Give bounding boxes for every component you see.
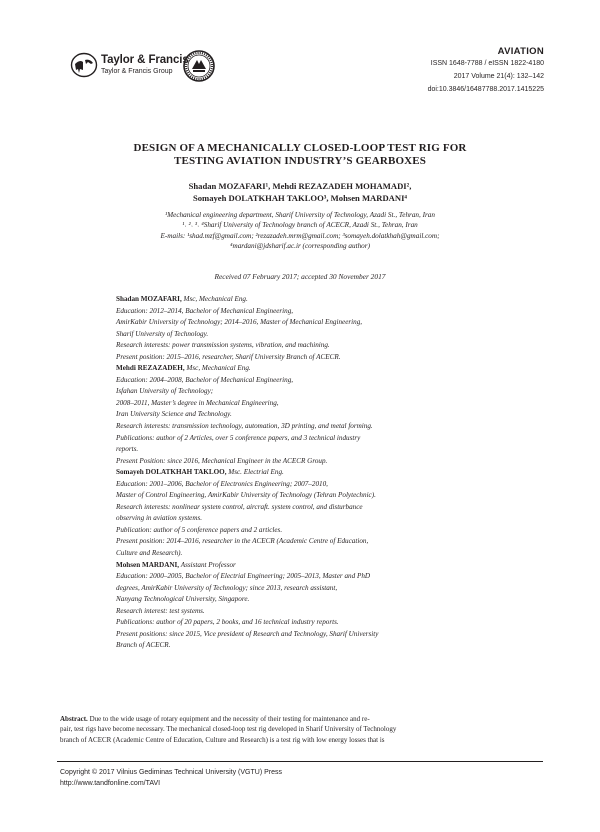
bio-line: Branch of ACECR. <box>116 641 171 650</box>
bio-line: Isfahan University of Technology; <box>116 387 214 396</box>
bio-degree: Msc. Electrial Eng. <box>226 468 284 477</box>
bio-line: Research interests: power transmission systems, vibration, and machining. <box>116 341 330 350</box>
bio-line: Research interests: nonlinear system control, aircraft. system control, and disturbance <box>116 502 363 511</box>
abstract <box>60 714 494 745</box>
bio-heading <box>116 363 496 375</box>
bio-line: Culture and Research). <box>116 549 183 558</box>
received-dates: Received 07 February 2017; accepted 30 November 2017 <box>214 272 386 281</box>
author-list <box>60 181 540 204</box>
bio-line: Education: 2004–2008, Bachelor of Mechanical Engineering, <box>116 375 294 384</box>
issn: ISSN 1648-7788 / eISSN 1822-4180 <box>430 60 544 67</box>
bio-heading <box>116 560 496 572</box>
bio-line: Education: 2012–2014, Bachelor of Mechanical Engineering, <box>116 306 294 315</box>
bio-line: Sharif University of Technology. <box>116 329 209 338</box>
bio-degree: Assistant Professor <box>179 560 236 569</box>
publisher-group: Taylor & Francis Group <box>101 68 173 75</box>
bio-line: Education: 2000–2005, Bachelor of Electrial Engineering; 2005–2013, Master and PhD <box>116 572 371 581</box>
copyright: Copyright © 2017 Vilnius Gediminas Technical University (VGTU) Press <box>60 769 282 776</box>
bio-line: 2008–2011, Master’s degree in Mechanical Engineering, <box>116 398 279 407</box>
bio-line: Nanyang Technological University, Singapore. <box>116 595 250 604</box>
title-line: DESIGN OF A MECHANICALLY CLOSED-LOOP TEST RIG FOR <box>133 142 467 154</box>
bio-heading <box>116 294 496 306</box>
bio-line: Publication: author of 5 conference papers and 2 articles. <box>116 525 283 534</box>
bio-heading <box>116 467 496 479</box>
volume-info: 2017 Volume 21(4): 132–142 <box>453 73 544 80</box>
publisher-name: Taylor & Francis <box>101 54 189 66</box>
bio-degree: Msc, Mechanical Eng. <box>184 364 251 373</box>
taylor-francis-logo-icon <box>70 52 98 78</box>
bio-line: reports. <box>116 445 139 454</box>
bio-name: Somayeh DOLATKHAH TAKLOO, <box>116 468 227 477</box>
abstract-label: Abstract. <box>60 715 88 723</box>
journal-url-link[interactable]: http://www.tandfonline.com/TAVI <box>60 780 161 787</box>
bio-line: Iran University Science and Technology. <box>116 410 232 419</box>
paper-title <box>60 142 540 167</box>
author-bios <box>116 294 496 652</box>
affiliations <box>60 210 540 251</box>
footer-divider <box>57 761 543 762</box>
bio-line: Present position: 2014–2016, researcher in the ACECR (Academic Centre of Education, <box>116 537 369 546</box>
doi: doi:10.3846/16487788.2017.1415225 <box>427 86 544 93</box>
bio-line: AmirKabir University of Technology; 2014–2016, Master of Mechanical Engineering, <box>116 318 363 327</box>
abstract-line: branch of ACECR (Academic Centre of Education, Culture and Research) is a test rig with low energy losses that is <box>60 735 385 744</box>
bio-line: Research interest: test systems. <box>116 606 205 615</box>
bio-line: Publications: author of 20 papers, 2 books, and 16 technical industry reports. <box>116 618 339 627</box>
journal-name: AVIATION <box>497 46 544 57</box>
affiliation-line: E-mails: ¹shad.mzf@gmail.com; ²rezazadeh.mrm@gmail.com; ³somayeh.dolatkhah@gmail.com; <box>160 231 440 240</box>
bio-line: Publications: author of 2 Articles, over 5 conference papers, and 3 technical industry <box>116 433 361 442</box>
abstract-text: Due to the wide usage of rotary equipment and the necessity of their testing for maintenance and re- <box>87 715 370 723</box>
bio-line: Research interests: transmission technology, automation, 3D printing, and metal forming. <box>116 422 373 431</box>
bio-line: Education: 2001–2006, Bachelor of Electronics Engineering; 2007–2010, <box>116 479 328 488</box>
bio-line: Present position: 2015–2016, researcher, Sharif University Branch of ACECR. <box>116 352 341 361</box>
bio-name: Shadan MOZAFARI, <box>116 295 182 303</box>
bio-line: degrees, AmirKabir University of Technology; since 2013, research assistant, <box>116 583 338 592</box>
bio-line: Master of Control Engineering, AmirKabir University of Technology (Tehran Polytechnic). <box>116 491 376 500</box>
title-line: TESTING AVIATION INDUSTRY’S GEARBOXES <box>173 154 427 167</box>
bio-line: observing in aviation systems. <box>116 514 203 523</box>
university-seal-icon <box>183 50 215 82</box>
authors-line: Somayeh DOLATKHAH TAKLOO³, Mohsen MARDANI⁴ <box>192 192 408 203</box>
bio-name: Mohsen MARDANI, <box>116 560 180 569</box>
bio-line: Present Position: since 2016, Mechanical Engineer in the ACECR Group. <box>116 456 328 465</box>
affiliation-line: ⁴mardani@jdsharif.ac.ir (corresponding author) <box>230 241 370 250</box>
abstract-line: pair, test rigs have become necessary. The mechanical closed-loop test rig developed in Sharif University of Technology <box>60 725 397 734</box>
bio-degree: Msc, Mechanical Eng. <box>181 295 248 303</box>
affiliation-line: ¹Mechanical engineering department, Sharif University of Technology, Azadi St., Tehran, Iran <box>165 211 435 219</box>
authors-line: Shadan MOZAFARI¹, Mehdi REZAZADEH MOHAMADI², <box>188 181 412 191</box>
bio-line: Present positions: since 2015, Vice president of Research and Technology, Sharif University <box>116 629 379 638</box>
abstract-line <box>60 714 494 724</box>
affiliation-line: ¹˒ ²˒ ³˒ ⁴Sharif University of Technology branch of ACECR, Azadi St., Tehran, Iran <box>182 221 418 230</box>
bio-name: Mehdi REZAZADEH, <box>116 364 185 373</box>
